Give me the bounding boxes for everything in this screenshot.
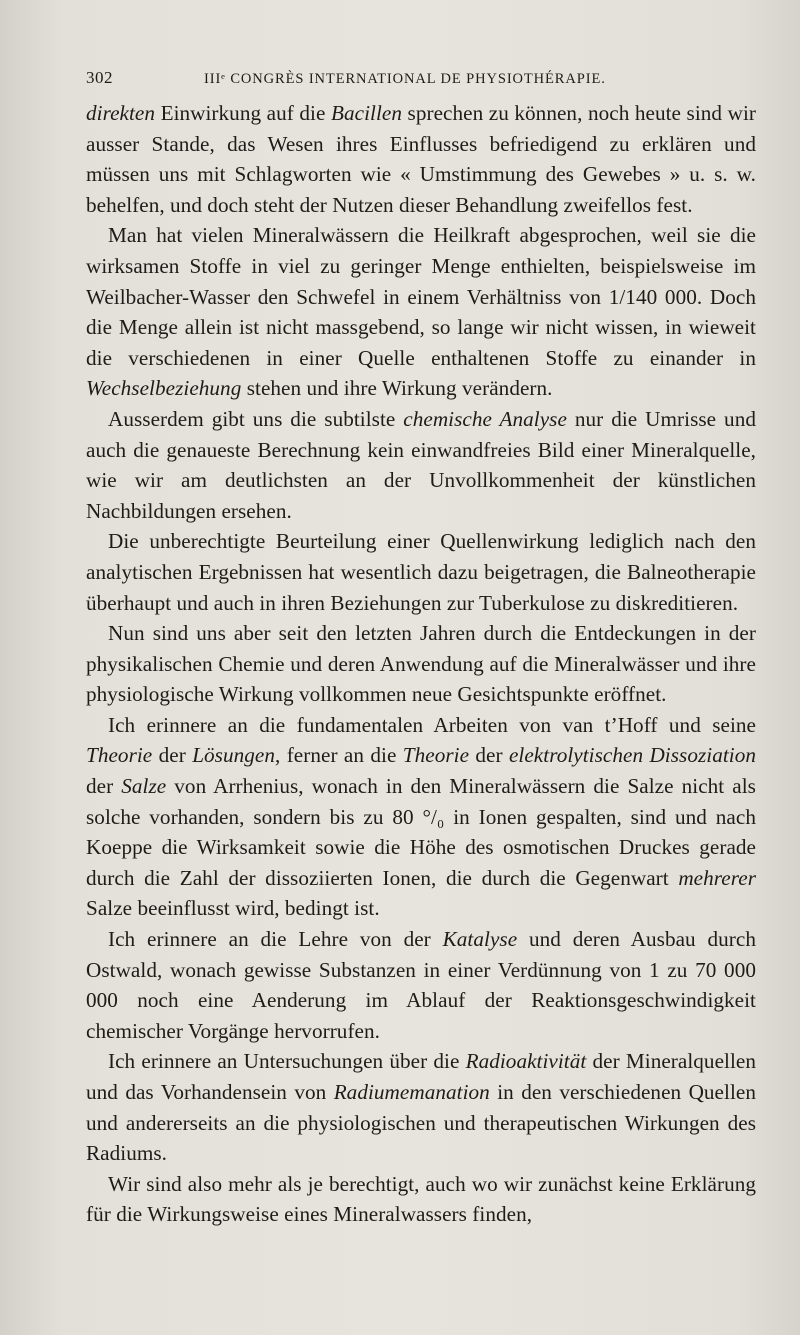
text-run: Man hat vielen Mineralwässern die Heilkraft abgesprochen, weil sie die wirksamen Stoffe in viel zu geringer Menge enthielten, beispielsweise im Weilbacher-Wasser den Schwefel in einem Verhältniss von 1/140 000. Doch die Menge allein ist nicht massgebend, so lange wir nicht wissen, in wieweit die verschiedenen in einer Quelle enthaltenen Stoffe zu einander in: [86, 223, 756, 370]
text-run: , ferner an die: [275, 743, 403, 768]
italic-term: Theorie: [86, 743, 153, 768]
italic-term: Wechselbeziehung: [86, 376, 242, 401]
italic-term: Radioaktivität: [465, 1049, 587, 1074]
text-run: Die unberechtigte Beurteilung einer Quellenwirkung lediglich nach den analytischen Ergebnissen hat wesentlich dazu beigetragen, die Balneotherapie überhaupt und auch in ihren Beziehungen zur Tuberkulose zu diskreditieren.: [86, 529, 756, 615]
text-run: nur die Umrisse und auch die genaueste Berechnung kein einwandfreies Bild einer Mineralquelle, wie wir am deutlichsten an der Unvollkommenheit der künstlichen Nachbildungen ersehen.: [86, 406, 756, 523]
text-run: Einwirkung auf die: [155, 101, 331, 125]
text-run: Ausserdem gibt uns die subtilste: [108, 406, 404, 431]
text-run: der: [86, 774, 122, 799]
italic-term: Theorie: [402, 743, 470, 768]
paragraph-p9: [86, 1169, 756, 1230]
paragraph-p6: [86, 710, 756, 924]
text-run: in den verschiedenen Quellen und andererseits an die physiologischen und therapeutischen Wirkungen des Radiums.: [86, 1080, 756, 1166]
text-run: Ich erinnere an die Lehre von der: [108, 927, 443, 952]
text-run: Nun sind uns aber seit den letzten Jahren durch die Entdeckungen in der physikalischen Chemie und deren Anwendung auf die Mineralwässer und ihre physiologische Wirkung vollkommen neue Gesichtspunkte eröffnet.: [86, 621, 756, 707]
body-text: [86, 98, 756, 1230]
italic-term: Katalyse: [442, 927, 518, 952]
italic-term: Lösungen: [192, 743, 275, 768]
paragraph-p4: [86, 526, 756, 618]
italic-term: Bacillen: [330, 101, 402, 125]
text-run: sprechen zu können, noch heute sind wir ausser Stande, das Wesen ihres Einflusses befriedigend zu erklären und müssen uns mit Schlagworten wie « Umstimmung des Gewebes » u. s. w. behelfen, und doch steht der Nutzen dieser Behandlung zweifellos fest.: [86, 101, 757, 217]
text-run: Ich erinnere an die fundamentalen Arbeiten von van t’Hoff und seine: [108, 712, 756, 737]
paragraph-p1: [86, 98, 756, 220]
italic-term: mehrerer: [678, 865, 756, 890]
italic-term: chemische Analyse: [403, 406, 567, 431]
paragraph-p5: [86, 618, 756, 710]
text-run: von Arrhenius, wonach in den Mineralwässern die Salze nicht als solche vorhanden, sondern bis zu 80 °/₀ in Ionen gespalten, sind und nach Koeppe die Wirksamkeit sowie die Höhe des osmotischen Druckes gerade durch die Zahl der dissoziierten Ionen, die durch die Gegenwart: [86, 774, 756, 890]
italic-term: direkten: [86, 101, 156, 125]
text-run: der: [469, 743, 509, 768]
text-run: stehen und ihre Wirkung verändern.: [241, 376, 553, 401]
text-run: der: [152, 743, 193, 768]
page-number: 302: [86, 68, 113, 87]
paragraph-p3: [86, 404, 756, 526]
text-run: Ich erinnere an Untersuchungen über die: [108, 1049, 466, 1074]
paragraph-p7: [86, 924, 756, 1046]
text-run: Salze beeinflusst wird, bedingt ist.: [86, 896, 380, 921]
running-head: IIIᵉ CONGRÈS INTERNATIONAL DE PHYSIOTHÉRAPIE.: [204, 71, 606, 87]
text-run: und deren Ausbau durch Ostwald, wonach gewisse Substanzen in einer Verdünnung von 1 zu 70 000 000 noch eine Aenderung im Ablauf der Reaktionsgeschwindigkeit chemischer Vorgänge hervorrufen.: [86, 927, 756, 1043]
text-run: Wir sind also mehr als je berechtigt, auch wo wir zunächst keine Erklärung für die Wirkungsweise eines Mineralwassers finden,: [86, 1171, 756, 1227]
italic-term: Radiumemanation: [333, 1080, 490, 1104]
text-run: der Mineralquellen und das Vorhandensein von: [86, 1049, 757, 1104]
page-header: [86, 68, 756, 98]
paragraph-p2: [86, 220, 756, 404]
italic-term: elektrolytischen Dissoziation: [508, 743, 757, 768]
paragraph-p8: [86, 1046, 756, 1168]
italic-term: Salze: [121, 774, 167, 799]
